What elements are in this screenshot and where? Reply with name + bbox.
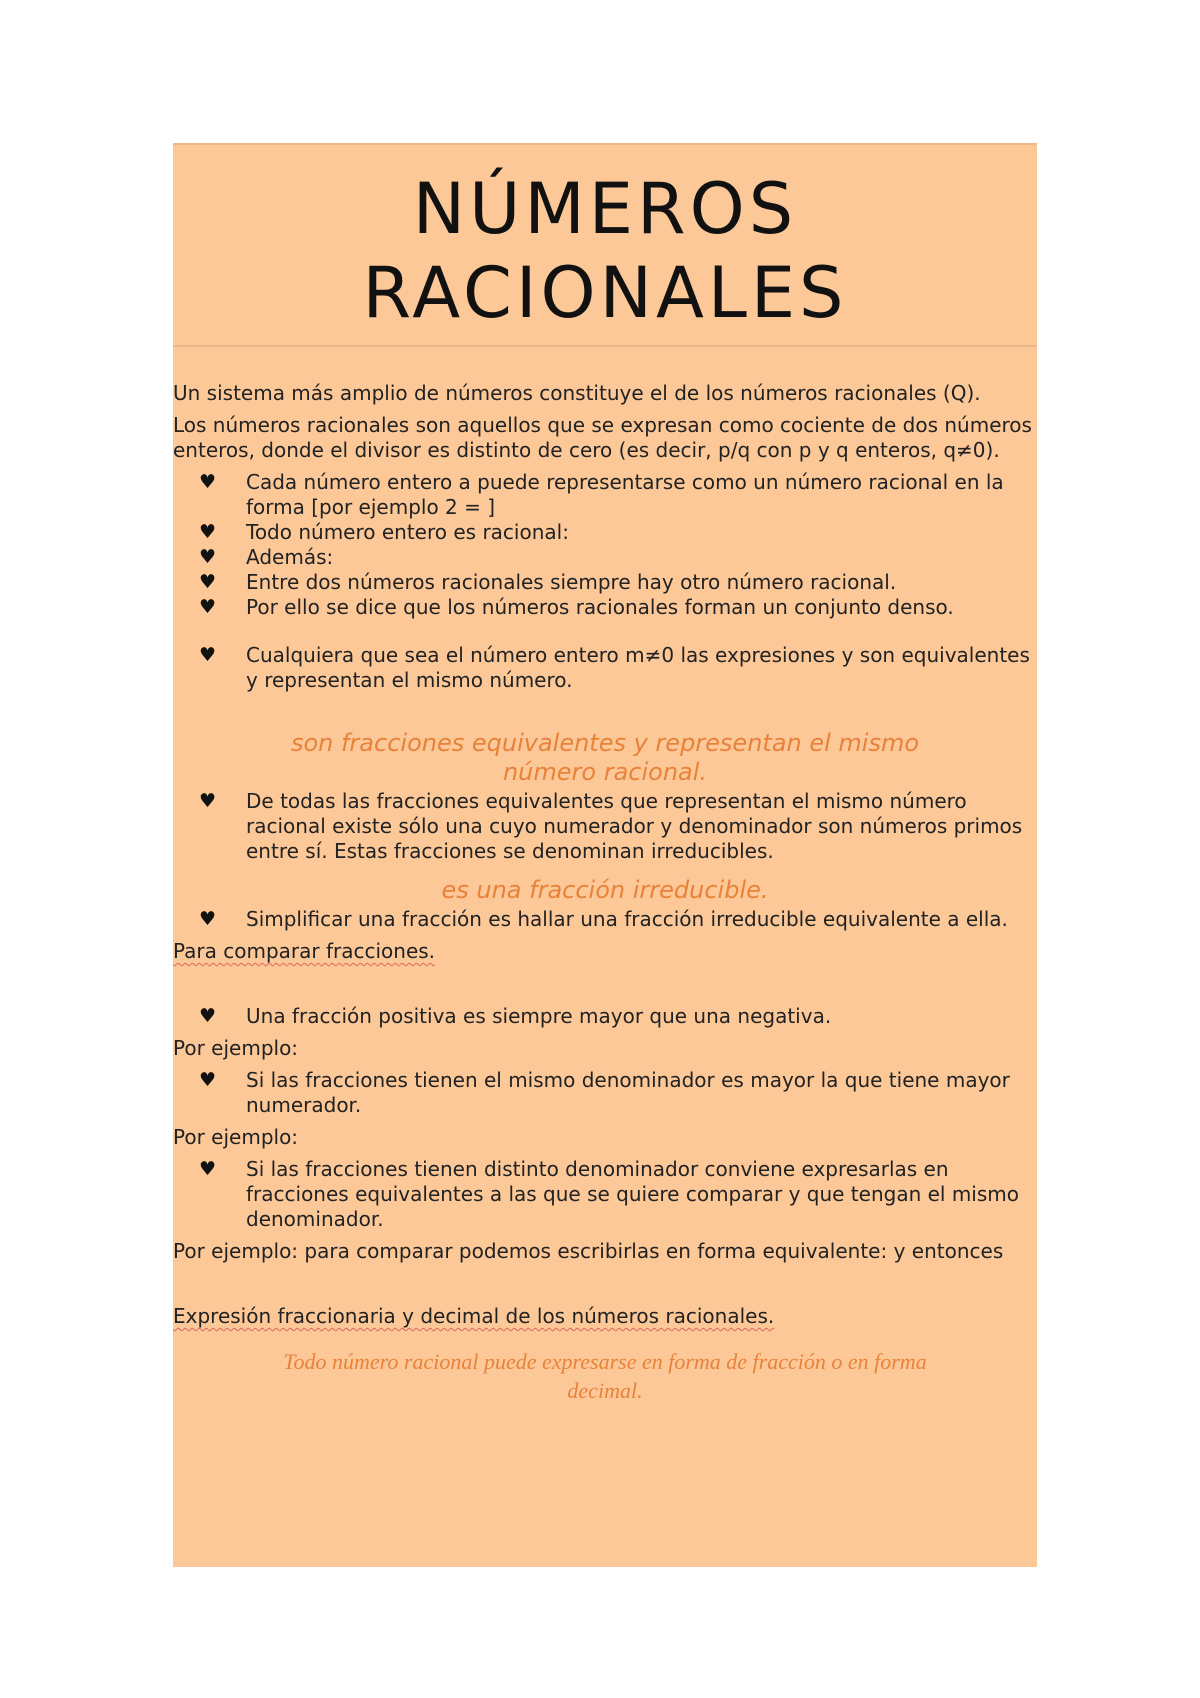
example-label-2: Por ejemplo: xyxy=(173,1125,299,1149)
heart-icon: ♥ xyxy=(199,571,217,593)
heart-icon: ♥ xyxy=(199,908,217,930)
bullet-list-d xyxy=(173,907,1037,932)
intro-paragraph-1: Un sistema más amplio de números constituye el de los números racionales (Q). xyxy=(173,381,981,405)
list-item: ♥ Cada número entero a puede representarse como un número racional en la forma [por ejemplo 2 = ] xyxy=(199,470,1004,519)
list-item: ♥ Si las fracciones tienen distinto denominador conviene expresarlas en fracciones equivalentes a las que se quiere comparar y que tengan el mismo denominador. xyxy=(199,1157,1019,1231)
bullet-list-c xyxy=(173,789,1037,864)
list-item: ♥ De todas las fracciones equivalentes que representan el mismo número racional existe sólo una cuyo numerador y denominador son números primos entre sí. Estas fracciones se denominan irreducibles. xyxy=(199,789,1023,863)
bullet-list-b xyxy=(173,643,1037,693)
heart-icon: ♥ xyxy=(199,596,217,618)
heart-icon: ♥ xyxy=(199,521,217,543)
title-line-1: NÚMEROS xyxy=(412,168,798,250)
example-label-1: Por ejemplo: xyxy=(173,1036,299,1060)
intro-paragraph-2: Los números racionales son aquellos que se expresan como cociente de dos números enteros, donde el divisor es distinto de cero (es decir, p/q con p y q enteros, q≠0). xyxy=(173,413,1032,462)
heart-icon: ♥ xyxy=(199,471,217,493)
content-panel xyxy=(173,143,1037,1567)
compare-heading: Para comparar fracciones. xyxy=(173,939,436,963)
list-item: ♥ Por ello se dice que los números racionales forman un conjunto denso. xyxy=(199,595,954,619)
example-compare: Por ejemplo: para comparar podemos escribirlas en forma equivalente: y entonces xyxy=(173,1239,1004,1263)
bullet-list-g xyxy=(173,1157,1037,1232)
list-item: ♥ Cualquiera que sea el número entero m≠0 las expresiones y son equivalentes y representan el mismo número. xyxy=(199,643,1030,692)
highlight-equivalent-fractions: son fracciones equivalentes y representan el mismo número racional. xyxy=(290,729,920,786)
highlight-irreducible: es una fracción irreducible. xyxy=(441,876,769,904)
heart-icon: ♥ xyxy=(199,1005,217,1027)
list-item: ♥ Simplificar una fracción es hallar una fracción irreducible equivalente a ella. xyxy=(199,907,1008,931)
heart-icon: ♥ xyxy=(199,644,217,666)
list-item: ♥ Entre dos números racionales siempre hay otro número racional. xyxy=(199,570,897,594)
title-line-2: RACIONALES xyxy=(362,252,848,334)
heart-icon: ♥ xyxy=(199,790,217,812)
list-item: ♥ Si las fracciones tienen el mismo denominador es mayor la que tiene mayor numerador. xyxy=(199,1068,1010,1117)
list-item: ♥ Además: xyxy=(199,545,334,569)
heart-icon: ♥ xyxy=(199,546,217,568)
heart-icon: ♥ xyxy=(199,1069,217,1091)
list-item: ♥ Una fracción positiva es siempre mayor que una negativa. xyxy=(199,1004,832,1028)
body-content xyxy=(173,381,1037,1405)
title-box xyxy=(173,143,1037,347)
decimal-heading: Expresión fraccionaria y decimal de los números racionales. xyxy=(173,1304,775,1328)
bullet-list-f xyxy=(173,1068,1037,1118)
bullet-list-e xyxy=(173,1004,1037,1029)
bullet-list-a xyxy=(173,470,1037,620)
highlight-decimal: Todo número racional puede expresarse en forma de fracción o en forma decimal. xyxy=(283,1349,927,1403)
list-item: ♥ Todo número entero es racional: xyxy=(199,520,569,544)
heart-icon: ♥ xyxy=(199,1158,217,1180)
